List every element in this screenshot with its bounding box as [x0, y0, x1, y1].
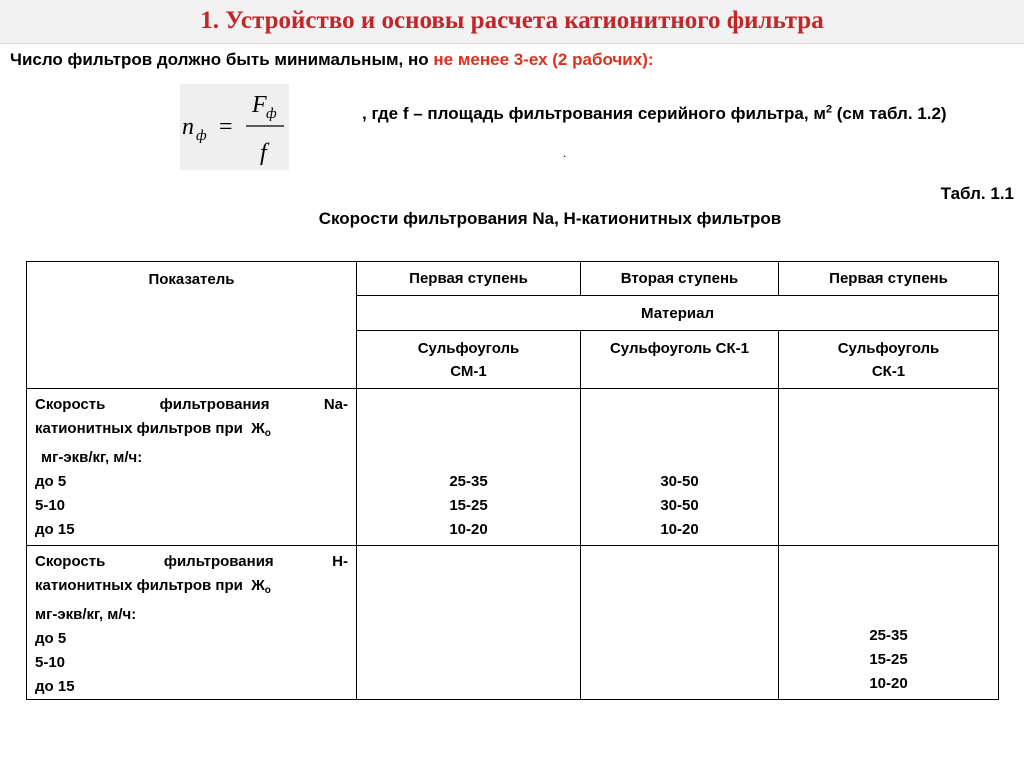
- row-na-col2: [581, 389, 779, 546]
- formula-box: [180, 84, 289, 170]
- row-na-col2-v3: 10-20: [660, 521, 699, 538]
- row-na-col2-v1: 30-50: [660, 473, 699, 490]
- row-h-line2-text: катионитных фильтров при: [35, 577, 243, 594]
- header-indicator: Показатель: [27, 262, 357, 389]
- note-text-b: (см табл. 1.2): [832, 104, 947, 123]
- row-na-hardness: [251, 420, 272, 437]
- table-row-h: [27, 546, 999, 700]
- formula: [180, 84, 289, 170]
- subtitle: [10, 50, 654, 70]
- material-3-line2: СК-1: [871, 362, 906, 380]
- row-h-word1: Скорость: [35, 553, 106, 570]
- row-h-range-1: до 5: [35, 630, 67, 647]
- row-na-line2: [35, 417, 348, 446]
- row-h-line1: [35, 550, 348, 574]
- material-1-line1: Сульфоуголь: [417, 339, 520, 357]
- row-na-line2-text: катионитных фильтров при: [35, 420, 243, 437]
- row-na-line1: [35, 393, 348, 417]
- material-3-line1: Сульфоуголь: [837, 339, 940, 357]
- row-h-word3: Н-: [332, 553, 348, 570]
- material-1-line2: СМ-1: [450, 362, 487, 380]
- row-na-col1-v3: 10-20: [449, 521, 488, 538]
- row-na-zh-sub: о: [264, 428, 271, 439]
- stray-dot: .: [563, 146, 567, 160]
- row-na-col1-v1: 25-35: [449, 473, 488, 490]
- row-h-units: мг-экв/кг, м/ч:: [35, 606, 137, 623]
- row-na-col1-v2: 15-25: [449, 497, 488, 514]
- material-2: Сульфоуголь СК-1: [581, 331, 779, 389]
- row-h-col3-v3: 10-20: [869, 675, 908, 692]
- row-h-col3: [779, 546, 999, 700]
- row-na-zh: Ж: [251, 420, 265, 437]
- formula-lhs-sub: ф: [196, 128, 207, 144]
- header-col1: Первая ступень: [357, 262, 581, 296]
- row-h-range-2: 5-10: [35, 654, 66, 671]
- row-h-zh-sub: о: [264, 585, 271, 596]
- row-na-col1: [357, 389, 581, 546]
- row-h-word2: фильтрования: [163, 553, 274, 570]
- material-3: [779, 331, 999, 389]
- note-sup: 2: [825, 103, 833, 116]
- row-na-word3: Na-: [323, 396, 348, 413]
- row-h-col3-v1: 25-35: [869, 627, 908, 644]
- row-na-word2: фильтрования: [159, 396, 270, 413]
- formula-eq: =: [219, 114, 233, 140]
- formula-num: F: [252, 92, 267, 118]
- note-text-a: , где f – площадь фильтрования серийного фильтра, м: [362, 104, 826, 123]
- row-na-range-3: до 15: [35, 521, 75, 538]
- header-col2: Вторая ступень: [581, 262, 779, 296]
- table-ref: Табл. 1.1: [940, 184, 1014, 203]
- header-material: Материал: [357, 296, 999, 331]
- row-na-label: [27, 389, 357, 546]
- row-na-col2-v2: 30-50: [660, 497, 699, 514]
- material-1: [357, 331, 581, 389]
- table-header-row: [27, 262, 999, 296]
- table-row-na: [27, 389, 999, 546]
- row-h-line2: [35, 574, 348, 603]
- formula-num-sub: ф: [266, 106, 277, 122]
- row-na-range-1: до 5: [35, 473, 67, 490]
- formula-lhs: n: [182, 114, 194, 140]
- row-h-range-3: до 15: [35, 678, 75, 695]
- row-h-col2: [581, 546, 779, 700]
- slide-title: 1. Устройство и основы расчета катионитного фильтра: [200, 7, 824, 34]
- row-na-range-2: 5-10: [35, 497, 66, 514]
- subtitle-text: Число фильтров должно быть минимальным, но: [10, 50, 434, 69]
- header-col3: Первая ступень: [779, 262, 999, 296]
- row-h-hardness: [251, 577, 272, 594]
- filtration-speed-table: [26, 261, 999, 700]
- row-h-zh: Ж: [251, 577, 265, 594]
- row-na-word1: Скорость: [35, 396, 106, 413]
- row-h-col3-v2: 15-25: [869, 651, 908, 668]
- row-na-col3: [779, 389, 999, 546]
- subtitle-highlight: не менее 3-ех (2 рабочих):: [433, 50, 654, 69]
- formula-den: f: [260, 140, 267, 166]
- table-caption: Скорости фильтрования Na, Н-катионитных фильтров: [318, 209, 782, 228]
- row-na-units: мг-экв/кг, м/ч:: [41, 449, 143, 466]
- row-h-col1: [357, 546, 581, 700]
- row-h-label: [27, 546, 357, 700]
- formula-note: [362, 101, 1017, 127]
